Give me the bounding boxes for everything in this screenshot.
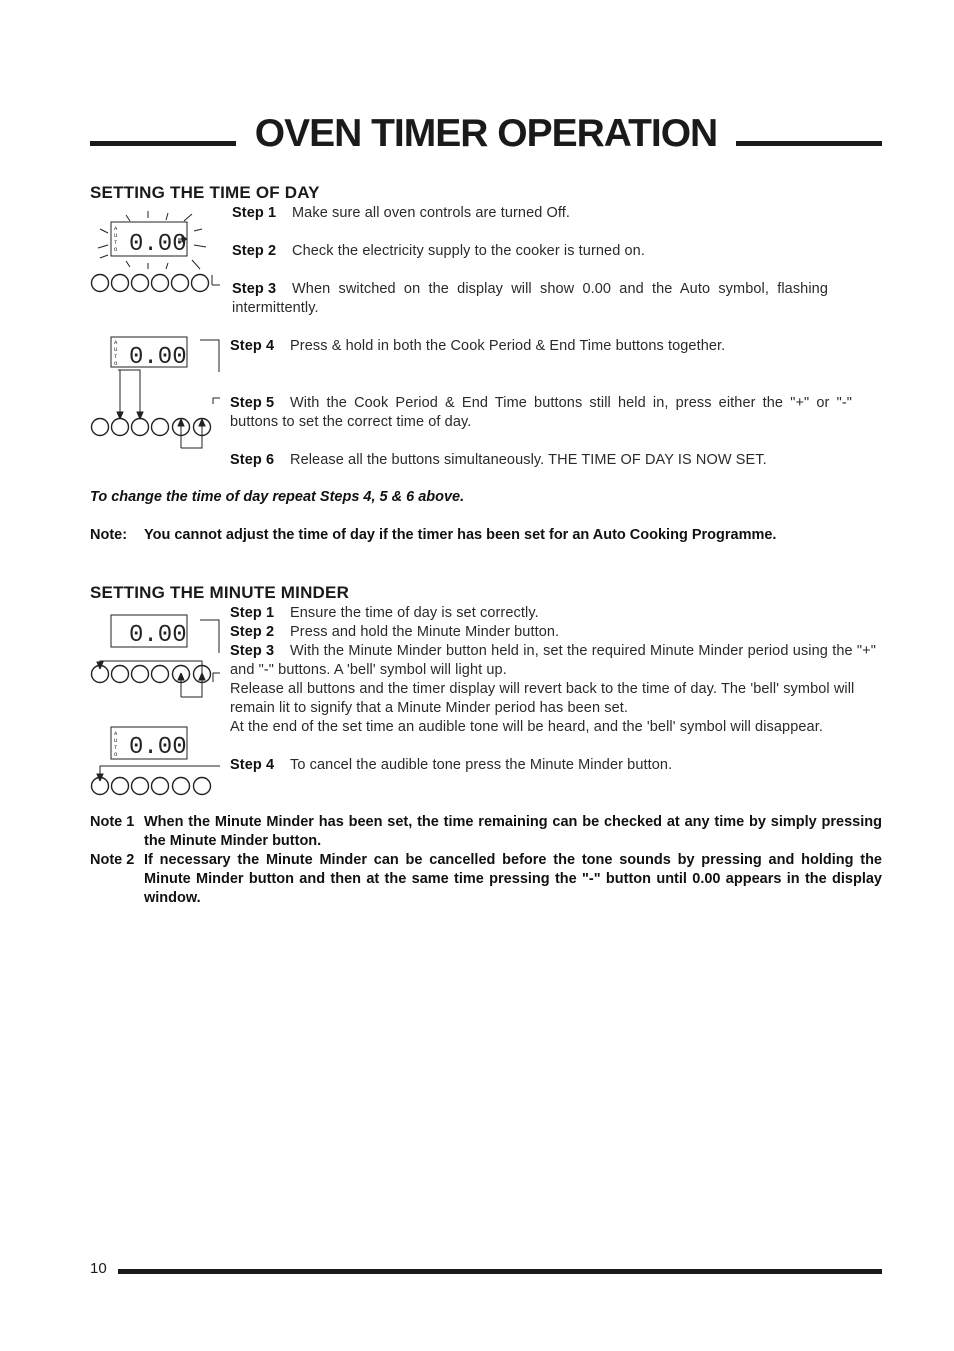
footer-rule <box>118 1269 882 1274</box>
timer-diagram-cancel <box>88 725 228 800</box>
section-heading-time-of-day: SETTING THE TIME OF DAY <box>90 183 320 202</box>
note-item: Note: You cannot adjust the time of day if the timer has been set for an Auto Cooking Programme. <box>90 527 777 543</box>
step-item: Step 1 Make sure all oven controls are turned Off. <box>232 205 571 221</box>
display-reading: 0.00 <box>129 344 187 371</box>
timer-diagram-minute-minder <box>88 613 228 703</box>
auto-symbol-letter: U <box>114 737 118 744</box>
step-item: Step 4 Press & hold in both the Cook Period & End Time buttons together. <box>230 338 726 354</box>
auto-symbol-letter: O <box>114 246 118 253</box>
display-reading: 0.00 <box>129 734 187 761</box>
auto-symbol-letter: A <box>114 730 118 737</box>
button-row <box>92 275 209 292</box>
display-reading: 0.00 <box>129 622 187 649</box>
step-item: Step 3 When switched on the display will show 0.00 and the Auto symbol, flashing intermittently. <box>232 281 828 316</box>
timer-diagram-set-time <box>88 335 228 455</box>
note-item: Note 1 When the Minute Minder has been set, the time remaining can be checked at any time by simply pressing the Minute Minder button. <box>90 814 882 849</box>
auto-symbol-letter: O <box>114 751 118 758</box>
auto-symbol-letter: T <box>114 744 118 751</box>
auto-symbol-letter: A <box>114 339 118 346</box>
step-item: Step 5 With the Cook Period & End Time buttons still held in, press either the "+" or "-" buttons to set the correct time of day. <box>230 395 852 430</box>
page-title: OVEN TIMER OPERATION <box>90 110 882 158</box>
page-title-block <box>90 110 882 160</box>
step-item: Step 6 Release all the buttons simultaneously. THE TIME OF DAY IS NOW SET. <box>230 452 767 468</box>
note-item: Note 2 If necessary the Minute Minder can be cancelled before the tone sounds by pressing and holding the Minute Minder button and then at the same time pressing the "-" button until 0.00 appears in the display window. <box>90 852 882 906</box>
step-item: Step 4 To cancel the audible tone press the Minute Minder button. <box>230 757 673 773</box>
step-item: Step 1 Ensure the time of day is set correctly. <box>230 605 539 621</box>
page-number: 10 <box>90 1260 107 1277</box>
section-heading-minute-minder: SETTING THE MINUTE MINDER <box>90 583 350 602</box>
auto-symbol-letter: U <box>114 346 118 353</box>
display-reading: 0.00 <box>129 231 187 258</box>
auto-symbol-letter: A <box>114 225 118 232</box>
auto-symbol-letter: O <box>114 360 118 367</box>
button-row <box>92 666 211 683</box>
auto-symbol-letter: T <box>114 239 118 246</box>
step-item: Step 2 Press and hold the Minute Minder button. <box>230 624 560 640</box>
step-item: Step 3 With the Minute Minder button held in, set the required Minute Minder period using the "+" and "-" buttons. A 'bell' symbol will light up. <box>230 643 876 678</box>
auto-symbol-letter: U <box>114 232 118 239</box>
italic-note: To change the time of day repeat Steps 4, 5 & 6 above. <box>90 489 465 505</box>
button-row <box>92 778 211 795</box>
timer-diagram-flashing <box>88 205 228 301</box>
step-item: Step 2 Check the electricity supply to the cooker is turned on. <box>232 243 645 259</box>
button-row <box>92 419 211 436</box>
release-text: Release all buttons and the timer display will revert back to the time of day. The 'bell' symbol will remain lit to signify that a Minute Minder period has been set. <box>230 681 855 716</box>
auto-symbol-letter: T <box>114 353 118 360</box>
end-text: At the end of the set time an audible tone will be heard, and the 'bell' symbol will disappear. <box>230 719 823 735</box>
